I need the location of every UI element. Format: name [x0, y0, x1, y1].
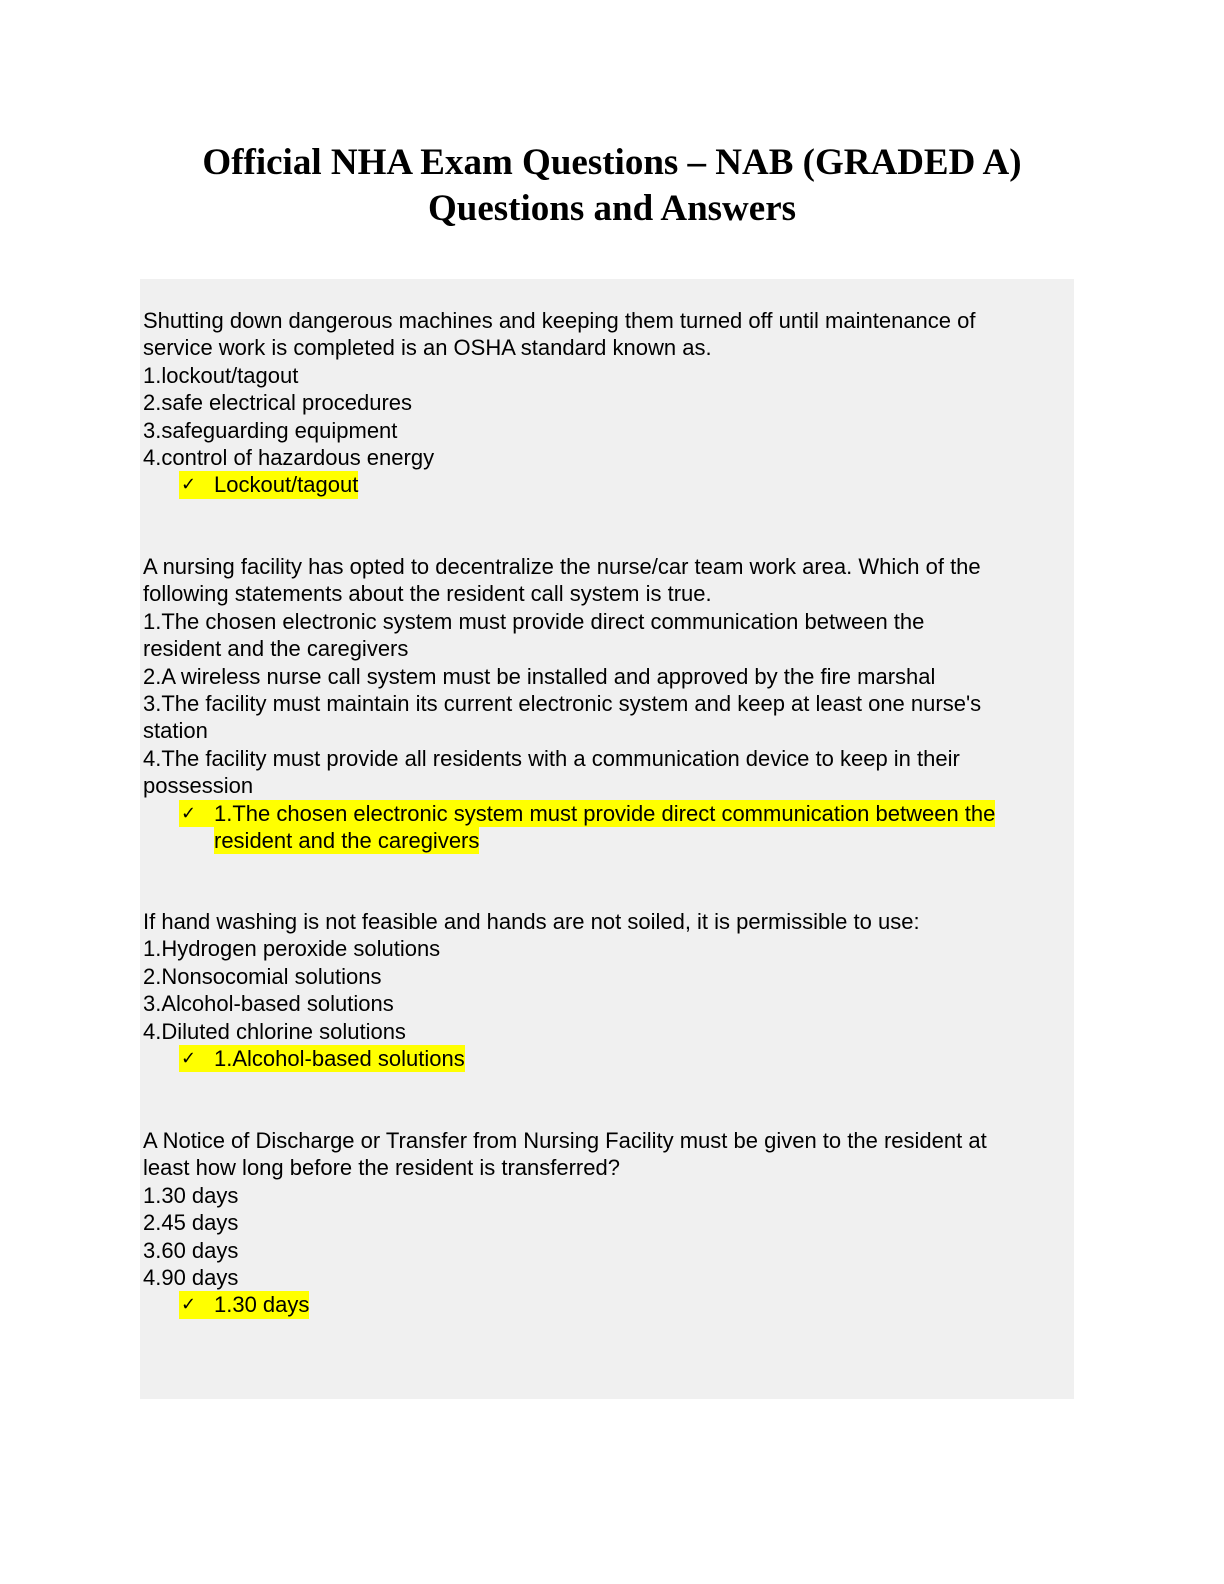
answer-text: 1.The chosen electronic system must provide direct communication between the [214, 800, 996, 826]
title-line-2: Questions and Answers [427, 188, 797, 229]
option-1: resident and the caregivers [143, 636, 409, 662]
question-text: A nursing facility has opted to decentralize the nurse/car team work area. Which of the [143, 554, 981, 579]
answer-text: Lockout/tagout [214, 472, 359, 498]
question-text: Shutting down dangerous machines and keeping them turned off until maintenance of [143, 308, 976, 333]
check-icon: ✓ [179, 800, 215, 827]
option-1: 1.The chosen electronic system must provide direct communication between the [143, 608, 925, 634]
answer-text: 1.30 days [214, 1292, 310, 1318]
title-line-1: Official NHA Exam Questions – NAB (GRADED A) [202, 142, 1022, 183]
option-3: 3.60 days [143, 1237, 239, 1263]
option-3: station [143, 718, 208, 744]
question-text: service work is completed is an OSHA standard known as. [143, 335, 712, 361]
question-block [143, 908, 1073, 1072]
option-2: 2.safe electrical procedures [143, 390, 413, 416]
answer-text: resident and the caregivers [214, 828, 480, 854]
question-block [143, 307, 1073, 499]
question-text: following statements about the resident call system is true. [143, 581, 712, 607]
check-icon: ✓ [179, 1045, 215, 1072]
correct-answer-continued [143, 827, 1073, 854]
option-2: 2.A wireless nurse call system must be installed and approved by the fire marshal [143, 663, 936, 689]
option-1: 1.lockout/tagout [143, 362, 299, 388]
correct-answer [143, 1291, 1073, 1318]
question-block [143, 553, 1073, 854]
option-3: 3.Alcohol-based solutions [143, 991, 394, 1017]
correct-answer [143, 471, 1073, 498]
correct-answer [143, 1045, 1073, 1072]
option-3: 3.The facility must maintain its current electronic system and keep at least one nurse's [143, 691, 982, 717]
question-text: If hand washing is not feasible and hands are not soiled, it is permissible to use: [143, 909, 920, 934]
check-icon: ✓ [179, 1291, 215, 1318]
option-2: 2.45 days [143, 1210, 239, 1236]
option-4: 4.90 days [143, 1265, 239, 1291]
question-block [143, 1127, 1073, 1319]
option-1: 1.Hydrogen peroxide solutions [143, 936, 441, 962]
option-4: possession [143, 773, 254, 799]
correct-answer [143, 800, 1073, 827]
answer-text: 1.Alcohol-based solutions [214, 1046, 465, 1072]
document-title [0, 140, 1224, 232]
option-1: 1.30 days [143, 1182, 239, 1208]
option-4: 4.Diluted chlorine solutions [143, 1018, 406, 1044]
option-2: 2.Nonsocomial solutions [143, 963, 382, 989]
question-text: A Notice of Discharge or Transfer from Nursing Facility must be given to the resident at [143, 1128, 987, 1153]
check-icon: ✓ [179, 471, 215, 498]
option-3: 3.safeguarding equipment [143, 417, 398, 443]
option-4: 4.control of hazardous energy [143, 445, 435, 471]
option-4: 4.The facility must provide all residents with a communication device to keep in their [143, 745, 960, 771]
question-text: least how long before the resident is transferred? [143, 1155, 620, 1181]
